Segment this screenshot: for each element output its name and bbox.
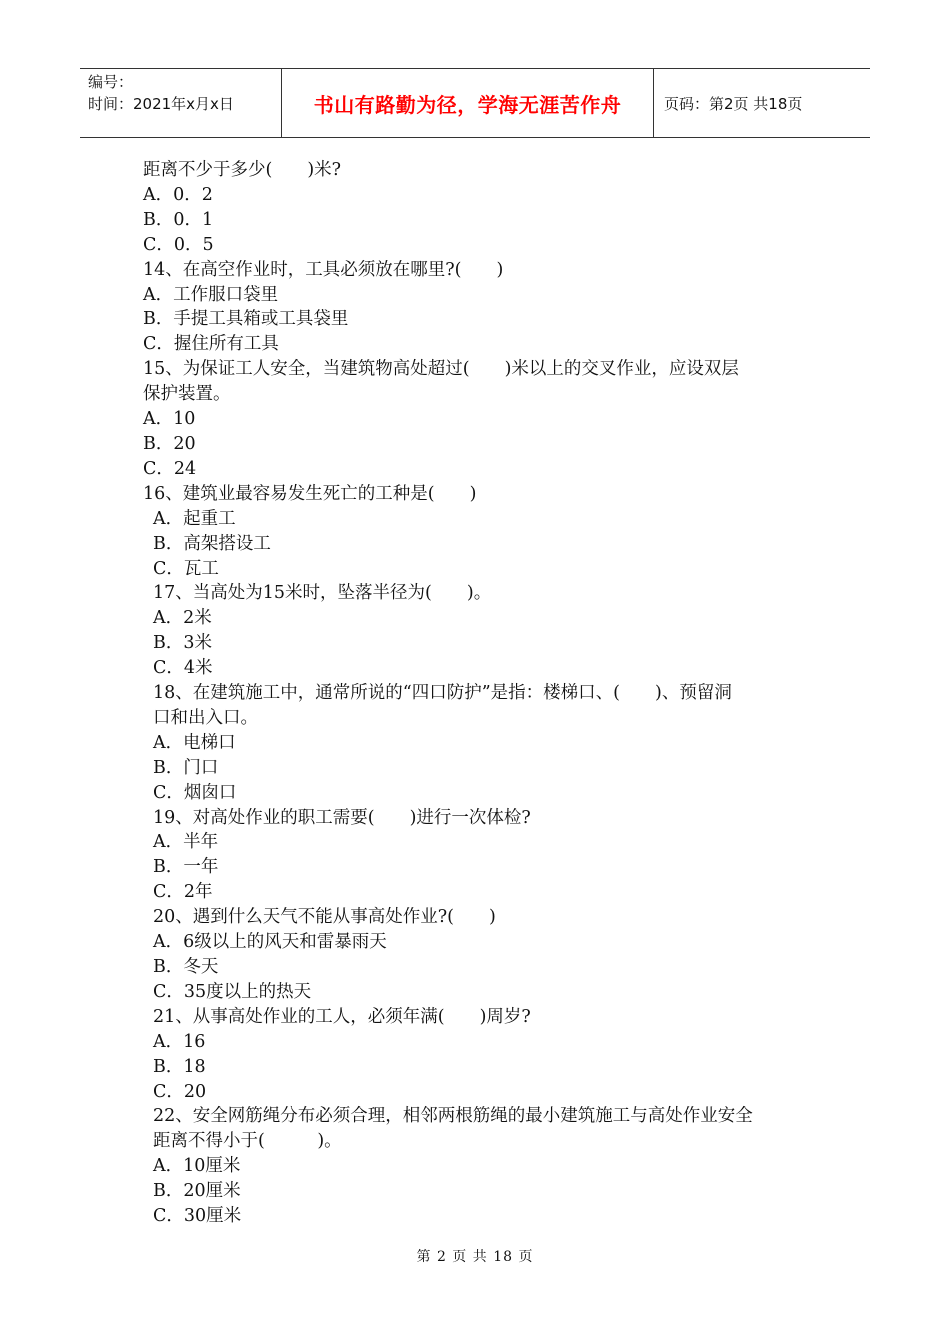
document-time-label: 时间：2021年x月x日 xyxy=(88,95,234,113)
text-line: C．2年 xyxy=(153,882,213,903)
text-line: B．手提工具箱或工具袋里 xyxy=(143,309,349,330)
text-line: A．0．2 xyxy=(143,184,213,205)
text-line: 18、在建筑施工中，通常所说的“四口防护”是指：楼梯口、( )、预留洞 xyxy=(153,683,732,704)
text-line: 22、安全网筋绳分布必须合理，相邻两根筋绳的最小建筑施工与高处作业安全 xyxy=(153,1106,753,1127)
text-line: B．0．1 xyxy=(143,209,214,230)
text-line: 19、对高处作业的职工需要( )进行一次体检? xyxy=(153,807,531,828)
text-line: B．18 xyxy=(153,1056,206,1077)
text-line: 14、在高空作业时，工具必须放在哪里?( ) xyxy=(143,259,504,280)
text-line: B．一年 xyxy=(153,857,219,878)
text-line: B．冬天 xyxy=(153,957,219,977)
text-line: C．4米 xyxy=(153,658,213,679)
text-line: C．烟囱口 xyxy=(153,782,237,803)
text-line: 距离不少于多少( )米? xyxy=(143,160,342,180)
text-line: A．起重工 xyxy=(153,508,236,529)
text-line: B．门口 xyxy=(153,757,219,778)
text-line: A．16 xyxy=(153,1031,206,1052)
text-line: A．电梯口 xyxy=(153,732,236,753)
text-line: A．10厘米 xyxy=(153,1156,241,1177)
text-line: C．30厘米 xyxy=(153,1206,242,1227)
text-line: C．瓦工 xyxy=(153,558,219,579)
text-line: C．20 xyxy=(153,1081,207,1102)
text-line: A．工作服口袋里 xyxy=(143,284,279,305)
page-footer: 第 2 页 共 18 页 xyxy=(416,1249,534,1265)
text-line: 口和出入口。 xyxy=(153,707,258,728)
text-line: C．35度以上的热天 xyxy=(153,981,312,1002)
text-line: 距离不得小于( )。 xyxy=(153,1131,342,1152)
text-line: A．6级以上的风天和雷暴雨天 xyxy=(153,932,387,953)
text-line: A．10 xyxy=(143,409,196,430)
question-list xyxy=(143,158,823,1229)
text-line: C．0．5 xyxy=(143,234,214,255)
document-number-label: 编号： xyxy=(88,73,134,91)
text-line: C．握住所有工具 xyxy=(143,334,279,355)
text-line: C．24 xyxy=(143,458,197,479)
text-line: 16、建筑业最容易发生死亡的工种是( ) xyxy=(143,483,477,504)
text-line: B．高架搭设工 xyxy=(153,533,271,554)
text-line: B．3米 xyxy=(153,633,212,654)
text-line: B．20厘米 xyxy=(153,1181,241,1202)
text-line: A．半年 xyxy=(153,832,219,853)
page-header xyxy=(80,68,870,138)
text-line: 20、遇到什么天气不能从事高处作业?( ) xyxy=(153,907,496,928)
header-motto-cell xyxy=(282,69,654,137)
header-motto: 书山有路勤为径，学海无涯苦作舟 xyxy=(313,92,622,117)
header-left-cell xyxy=(80,69,282,137)
header-page-info: 页码：第2页 共18页 xyxy=(664,94,803,113)
text-line: 保护装置。 xyxy=(143,384,231,405)
text-line: 17、当高处为15米时，坠落半径为( )。 xyxy=(153,583,492,604)
text-line: B．20 xyxy=(143,433,196,454)
text-line: 15、为保证工人安全，当建筑物高处超过( )米以上的交叉作业，应设双层 xyxy=(143,359,739,380)
header-page-cell xyxy=(654,69,870,137)
text-line: 21、从事高处作业的工人，必须年满( )周岁? xyxy=(153,1006,531,1027)
text-line: A．2米 xyxy=(153,608,212,629)
